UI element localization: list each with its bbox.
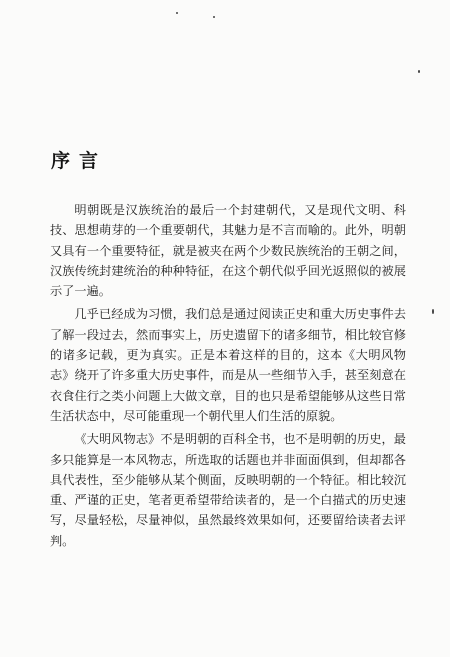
scan-speck: [213, 16, 215, 18]
preface-body: [50, 200, 406, 554]
paragraph: 几乎已经成为习惯，我们总是通过阅读正史和重大历史事件去了解一段过去，然而事实上，历史遗留下的诸多细节，相比较官修的诸多记载，更为真实。正是本着这样的目的，这本《大明风物志》绕开了许多重大历史事件，而是从一些细节入手，甚至刻意在衣食住行之类小问题上大做文章，目的也只是希望能够从这些日常生活状态中，尽可能重现一个朝代里人们生活的原貌。: [50, 307, 406, 423]
paragraph: 明朝既是汉族统治的最后一个封建朝代，又是现代文明、科技、思想萌芽的一个重要朝代，其魅力是不言而喻的。此外，明朝又具有一个重要特征，就是被夹在两个少数民族统治的王朝之间，汉族传统封建统治的种种特征，在这个朝代似乎回光返照似的被展示了一遍。: [50, 203, 406, 299]
preface-heading: 序言: [51, 150, 108, 172]
scan-speck: [176, 12, 178, 14]
scan-speck: [432, 309, 434, 314]
scan-speck: [418, 70, 420, 73]
paragraph: 《大明风物志》不是明朝的百科全书，也不是明朝的历史，最多只能算是一本风物志，所选取的话题也并非面面俱到，但却都各具代表性，至少能够从某个侧面，反映明朝的一个特征。相比较沉重、严谨的正史，笔者更希望带给读者的，是一个白描式的历史速写，尽量轻松，尽量神似，虽然最终效果如何，还要留给读者去评判。: [50, 432, 406, 548]
